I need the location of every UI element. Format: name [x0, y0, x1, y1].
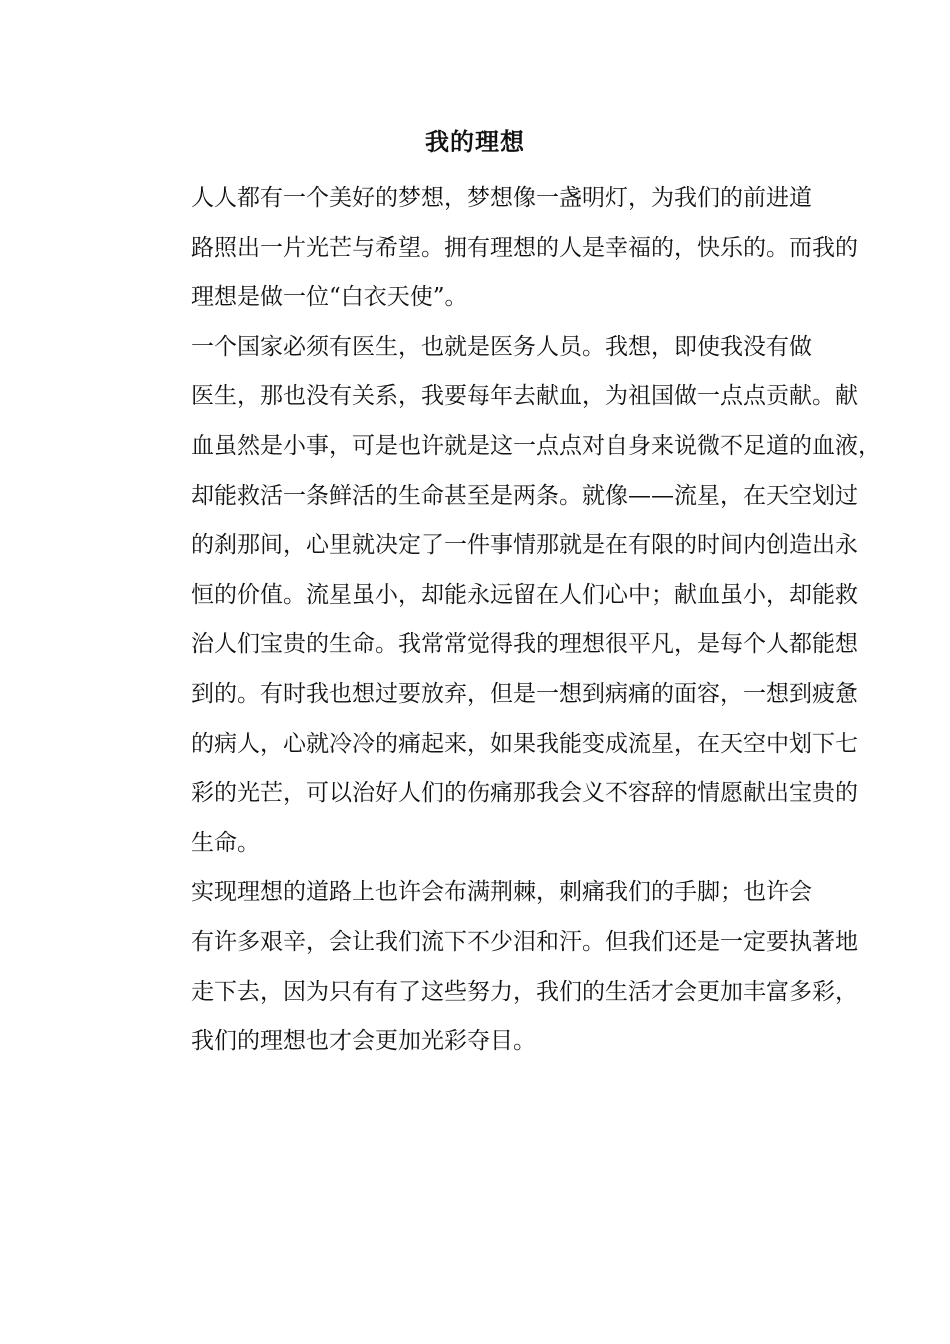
paragraph-3 — [145, 868, 858, 1066]
paragraph-line: 彩的光芒，可以治好人们的伤痛那我会义不容辞的情愿献出宝贵的 — [191, 780, 858, 807]
paragraph-line: 人人都有一个美好的梦想，梦想像一盏明灯，为我们的前进道 — [191, 185, 812, 211]
paragraph-2 — [145, 323, 881, 869]
paragraph-line: 一个国家必须有医生，也就是医务人员。我想，即使我没有做 — [191, 333, 812, 360]
paragraph-line: 的刹那间，心里就决定了一件事情那就是在有限的时间内创造出永 — [191, 532, 858, 559]
document-body — [145, 174, 881, 1067]
paragraph-line: 恒的价值。流星虽小，却能永远留在人们心中；献血虽小，却能救 — [191, 581, 858, 608]
paragraph-line: 我们的理想也才会更加光彩夺目。 — [191, 1028, 536, 1055]
paragraph-line: 走下去，因为只有有了这些努力，我们的生活才会更加丰富多彩， — [191, 978, 858, 1005]
paragraph-line: 理想是做一位“白衣天使”。 — [191, 284, 468, 311]
paragraph-line: 治人们宝贵的生命。我常常觉得我的理想很平凡，是每个人都能想 — [191, 631, 858, 658]
paragraph-line: 生命。 — [191, 829, 260, 856]
document-title: 我的理想 — [425, 127, 525, 156]
paragraph-line: 路照出一片光芒与希望。拥有理想的人是幸福的，快乐的。而我的 — [191, 234, 858, 261]
paragraph-line: 有许多艰辛，会让我们流下不少泪和汗。但我们还是一定要执著地 — [191, 928, 858, 955]
paragraph-line: 医生，那也没有关系，我要每年去献血，为祖国做一点点贡献。献 — [191, 383, 858, 410]
paragraph-1 — [145, 174, 858, 323]
paragraph-line: 却能救活一条鲜活的生命甚至是两条。就像——流星，在天空划过 — [191, 482, 858, 509]
paragraph-line: 到的。有时我也想过要放弃，但是一想到病痛的面容，一想到疲惫 — [191, 680, 858, 707]
paragraph-line: 实现理想的道路上也许会布满荆棘，刺痛我们的手脚；也许会 — [191, 879, 812, 906]
paragraph-line: 血虽然是小事，可是也许就是这一点点对自身来说微不足道的血液， — [191, 432, 881, 459]
paragraph-line: 的病人，心就冷冷的痛起来，如果我能变成流星，在天空中划下七 — [191, 730, 858, 757]
